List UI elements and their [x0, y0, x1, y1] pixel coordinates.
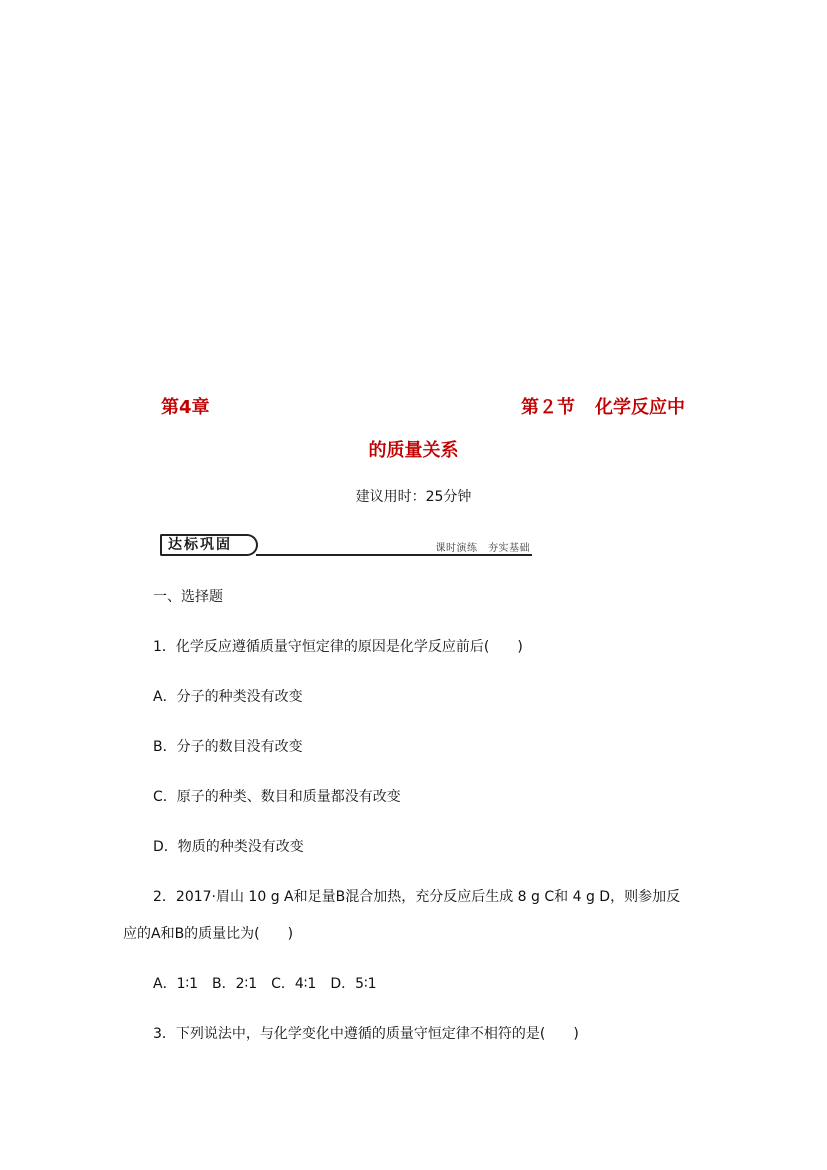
question-2-line-2: 应的A和B的质量比为( ): [123, 926, 294, 942]
section-heading: [521, 393, 685, 419]
question-2-options: A．1∶1 B．2∶1 C．4∶1 D．5∶1: [153, 976, 377, 992]
question-1-option-b: B．分子的数目没有改变: [153, 739, 303, 755]
suggested-time: 建议用时：25分钟: [355, 489, 472, 505]
question-1-option-c: C．原子的种类、数目和质量都没有改变: [153, 789, 401, 805]
choice-section-heading: 一、选择题: [153, 589, 223, 605]
banner-tab-label: 达标巩固: [160, 534, 258, 556]
question-2-line-1: 2．2017·眉山 10 g A和足量B混合加热，充分反应后生成 8 g C和 4 g D，则参加反: [153, 889, 681, 905]
practice-banner: [160, 534, 532, 560]
question-1-option-d: D．物质的种类没有改变: [153, 839, 304, 855]
question-3: 3．下列说法中，与化学变化中遵循的质量守恒定律不相符的是( ): [153, 1026, 579, 1042]
banner-right-label: 课时演练 夯实基础: [435, 543, 530, 554]
section-number: 第２节: [521, 397, 575, 418]
question-1-option-a: A．分子的种类没有改变: [153, 689, 303, 705]
section-title-part1: 化学反应中: [595, 397, 685, 418]
section-title-part2: 的质量关系: [368, 440, 459, 461]
chapter-label: 第4章: [161, 397, 210, 418]
question-1: 1．化学反应遵循质量守恒定律的原因是化学反应前后( ): [153, 639, 523, 655]
banner-underline: [256, 554, 532, 556]
